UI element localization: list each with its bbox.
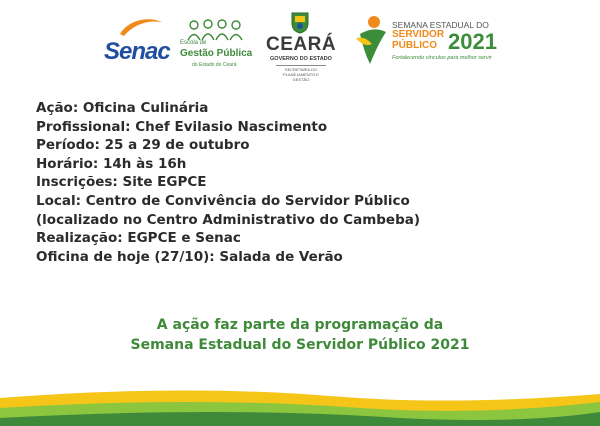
semana-title-line3: PÚBLICO [392, 40, 437, 51]
semana-servidor-logo [354, 12, 500, 74]
escola-label: Escola de [180, 40, 207, 46]
senac-swoosh-icon [118, 16, 164, 38]
secretaria-label: SECRETARIA DO PLANEJAMENTO E GESTÃO [276, 65, 326, 82]
detail-local-note: (localizado no Centro Administrativo do Cambeba) [36, 211, 421, 228]
detail-realizacao: Realização: EGPCE e Senac [36, 230, 241, 247]
senac-wordmark: Senac [104, 38, 170, 65]
senac-logo [104, 16, 168, 66]
event-details [36, 99, 420, 266]
semana-title-line2: SERVIDOR [392, 29, 445, 40]
estado-label: do Estado do Ceará [192, 62, 237, 68]
semana-title-line1: SEMANA ESTADUAL DO [392, 20, 489, 30]
detail-periodo: Período: 25 a 29 de outubro [36, 137, 250, 154]
people-silhouettes-icon [186, 18, 246, 42]
detail-horario: Horário: 14h às 16h [36, 155, 187, 172]
ceara-government-logo [266, 10, 337, 82]
program-note [0, 315, 600, 355]
detail-oficina-hoje: Oficina de hoje (27/10): Salada de Verão [36, 248, 343, 265]
detail-inscricoes: Inscrições: Site EGPCE [36, 174, 207, 191]
detail-local: Local: Centro de Convivência do Servidor Público [36, 192, 410, 209]
semana-tagline: Fortalecendo vínculos para melhor servir [392, 55, 492, 61]
state-coat-of-arms-icon [290, 10, 310, 34]
program-note-line1: A ação faz parte da programação da [156, 317, 444, 333]
detail-acao: Ação: Oficina Culinária [36, 100, 209, 116]
detail-profissional: Profissional: Chef Evilasio Nascimento [36, 118, 328, 135]
program-note-line2: Semana Estadual do Servidor Público 2021 [130, 337, 470, 353]
footer-wave-decoration [0, 376, 600, 426]
semana-year: 2021 [448, 29, 497, 54]
gestao-publica-label: Gestão Pública [180, 48, 253, 59]
logo-bar [0, 0, 600, 90]
escola-gestao-publica-logo [180, 18, 258, 70]
governo-label: GOVERNO DO ESTADO [270, 56, 332, 62]
ceara-wordmark: CEARÁ [266, 34, 337, 55]
person-figure-icon [354, 14, 388, 68]
